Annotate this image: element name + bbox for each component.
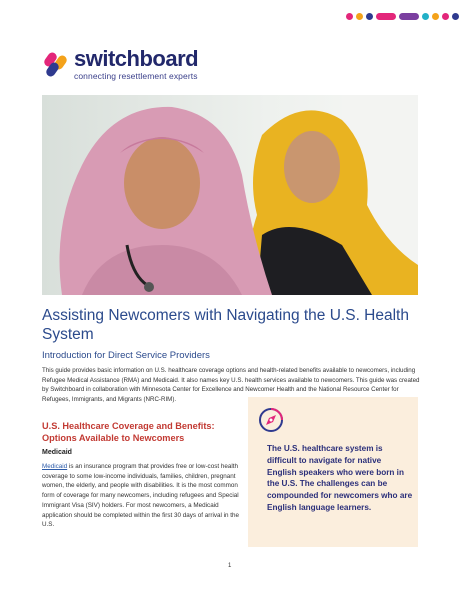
decorative-dots bbox=[346, 13, 459, 20]
dot-teal bbox=[422, 13, 429, 20]
compass-icon bbox=[258, 407, 284, 433]
document-title: Assisting Newcomers with Navigating the U.S. Health System bbox=[42, 307, 409, 343]
medicaid-link[interactable]: Medicaid bbox=[42, 463, 68, 470]
section-heading: U.S. Healthcare Coverage and Benefits: Options Available to Newcomers bbox=[42, 421, 215, 443]
callout-box bbox=[248, 397, 418, 547]
dot-yellow-2 bbox=[432, 13, 439, 20]
medicaid-heading: Medicaid bbox=[42, 449, 72, 456]
dot-navy-2 bbox=[452, 13, 459, 20]
brand-name: switchboard bbox=[74, 46, 199, 71]
switchboard-logo-icon bbox=[43, 50, 69, 80]
callout-text: The U.S. healthcare system is difficult to navigate for native English speakers who were born in the U.S. The challenges can be compounded for newcomers who are English language learners. bbox=[267, 444, 413, 512]
dot-pink bbox=[346, 13, 353, 20]
pill-purple bbox=[399, 13, 419, 20]
document-subtitle: Introduction for Direct Service Providers bbox=[42, 350, 210, 361]
switchboard-logo bbox=[43, 48, 198, 81]
dot-pink-2 bbox=[442, 13, 449, 20]
intro-paragraph: This guide provides basic information on U.S. healthcare coverage options and health-related benefits available to newcomers, including Refugee Medical Assistance (RMA) and Medicaid. It also names key U.S. health services available to newcomers. This guide was created by Switchboard in collaboration with Minnesota Center for Excellence and Newcomer Health and the National Resource Center for Refugees, Immigrants, and Migrants (NRC-RIM). bbox=[42, 367, 420, 403]
medicaid-body: is an insurance program that provides free or low-cost health coverage to some low-income individuals, families, children, pregnant women, the elderly, and people with disabilities. It is the most common form of coverage for many newcomers, including refugees and Special Immigrant Visa (SIV) holders. For most newcomers, a Medicaid application should be completed within the first 30 days of arrival in the U.S. bbox=[42, 463, 240, 529]
dot-yellow bbox=[356, 13, 363, 20]
medicaid-paragraph bbox=[42, 462, 242, 530]
page-number: 1 bbox=[228, 563, 232, 569]
dot-navy bbox=[366, 13, 373, 20]
hero-photo bbox=[42, 95, 418, 295]
brand-tagline: connecting resettlement experts bbox=[74, 71, 198, 81]
pill-pink bbox=[376, 13, 396, 20]
